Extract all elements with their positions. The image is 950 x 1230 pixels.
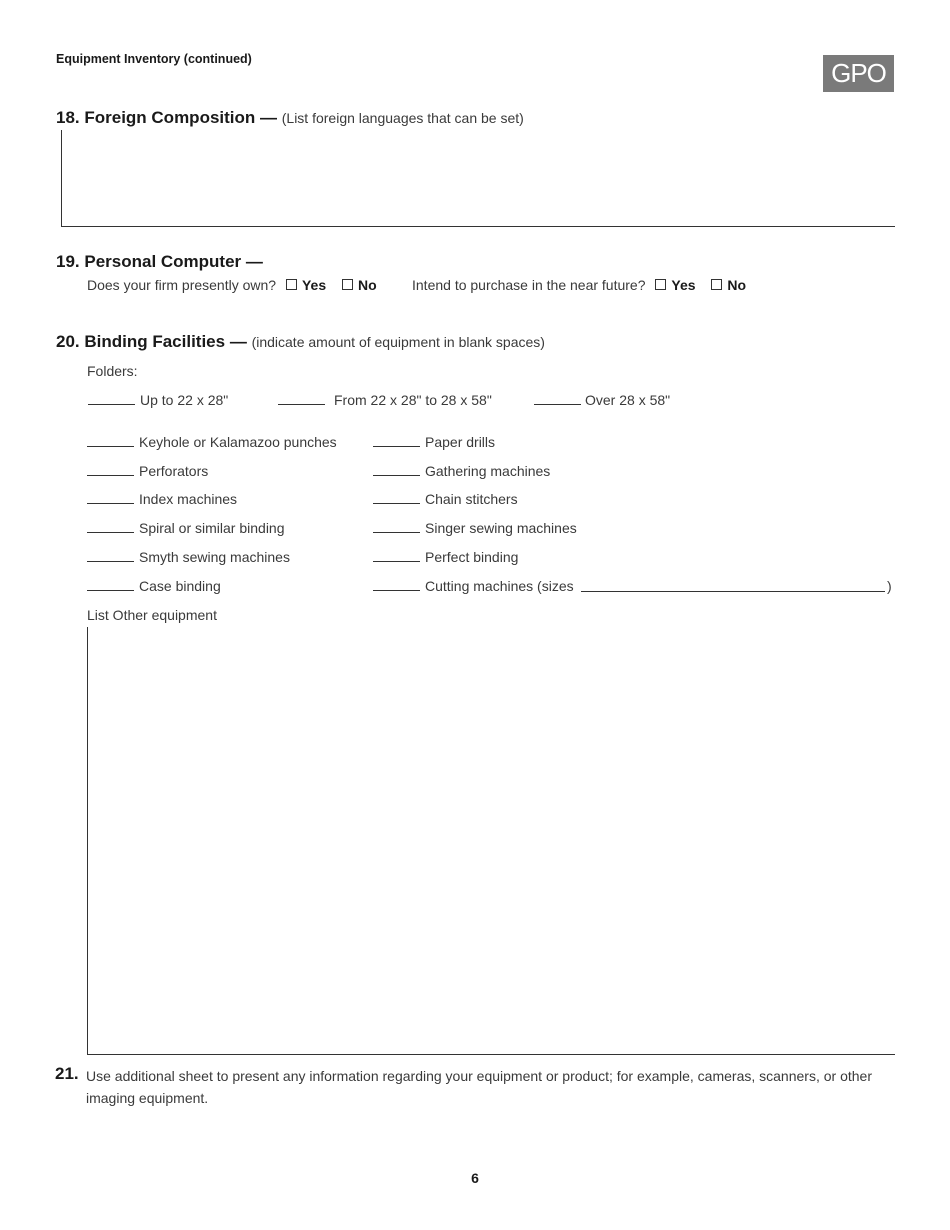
own-yes-option[interactable]	[286, 277, 326, 293]
binding-label: Case binding	[139, 578, 221, 594]
cutting-sizes-close: )	[887, 578, 892, 594]
purchase-yes-label: Yes	[671, 277, 696, 293]
amount-blank[interactable]	[87, 589, 134, 591]
amount-blank[interactable]	[373, 560, 420, 562]
own-yes-checkbox[interactable]	[286, 279, 297, 290]
binding-item-right	[373, 463, 550, 479]
page-number: 6	[471, 1170, 479, 1186]
folder-label: Over 28 x 58"	[585, 392, 671, 408]
section-18-title	[56, 108, 524, 128]
binding-item-left	[87, 463, 208, 479]
section-19-title: 19. Personal Computer —	[56, 252, 263, 271]
binding-label: Perfect binding	[425, 549, 519, 565]
purchase-no-checkbox[interactable]	[711, 279, 722, 290]
folder-label: From 22 x 28" to 28 x 58"	[334, 392, 492, 408]
section-21-number: 21.	[55, 1064, 79, 1083]
section-20-heading: 20. Binding Facilities —	[56, 332, 247, 351]
folder-label: Up to 22 x 28"	[140, 392, 229, 408]
binding-label: Singer sewing machines	[425, 520, 577, 536]
purchase-question-label: Intend to purchase in the near future?	[412, 277, 646, 293]
folders-label: Folders:	[87, 363, 138, 379]
amount-blank[interactable]	[87, 531, 134, 533]
folder-item	[278, 392, 492, 408]
amount-blank[interactable]	[373, 445, 420, 447]
amount-blank[interactable]	[87, 474, 134, 476]
own-question-label: Does your firm presently own?	[87, 277, 277, 293]
own-no-checkbox[interactable]	[342, 279, 353, 290]
amount-blank[interactable]	[373, 589, 420, 591]
binding-label: Perforators	[139, 463, 209, 479]
amount-blank[interactable]	[373, 474, 420, 476]
binding-item-right	[373, 578, 574, 594]
binding-item-left	[87, 434, 337, 450]
binding-label: Index machines	[139, 491, 238, 507]
amount-blank[interactable]	[278, 403, 325, 405]
section-18-note: (List foreign languages that can be set)	[281, 110, 524, 126]
binding-item-right	[373, 549, 518, 565]
purchase-no-label: No	[727, 277, 747, 293]
other-equipment-label: List Other equipment	[87, 607, 217, 623]
binding-label: Gathering machines	[425, 463, 551, 479]
purchase-computer-question	[412, 277, 746, 293]
folder-item	[88, 392, 228, 408]
binding-item-left	[87, 578, 221, 594]
binding-item-left	[87, 491, 237, 507]
foreign-languages-field[interactable]	[61, 130, 895, 227]
binding-label: Spiral or similar binding	[139, 520, 285, 536]
binding-item-right	[373, 520, 577, 536]
gpo-logo: GPO	[823, 55, 894, 92]
amount-blank[interactable]	[373, 502, 420, 504]
binding-label: Chain stitchers	[425, 491, 518, 507]
own-no-label: No	[358, 277, 377, 293]
amount-blank[interactable]	[534, 403, 581, 405]
own-yes-label: Yes	[301, 277, 327, 293]
page-header: Equipment Inventory (continued)	[56, 52, 252, 66]
binding-item-left	[87, 549, 290, 565]
binding-item-right	[373, 434, 495, 450]
own-computer-question	[87, 277, 377, 293]
section-21-text: Use additional sheet to present any information regarding your equipment or product; for example, cameras, scanners, or other imaging equipment.	[86, 1068, 872, 1106]
amount-blank[interactable]	[87, 560, 134, 562]
binding-label: Paper drills	[425, 434, 496, 450]
amount-blank[interactable]	[87, 502, 134, 504]
binding-label: Smyth sewing machines	[139, 549, 290, 565]
binding-label: Cutting machines (sizes	[425, 578, 574, 594]
amount-blank[interactable]	[87, 445, 134, 447]
section-18-heading: 18. Foreign Composition —	[56, 108, 278, 127]
binding-label: Keyhole or Kalamazoo punches	[139, 434, 337, 450]
purchase-yes-checkbox[interactable]	[655, 279, 666, 290]
own-no-option[interactable]	[342, 277, 377, 293]
section-20-title	[56, 332, 545, 352]
section-20-note: (indicate amount of equipment in blank spaces)	[251, 334, 545, 350]
purchase-yes-option[interactable]	[655, 277, 695, 293]
amount-blank[interactable]	[88, 403, 135, 405]
purchase-no-option[interactable]	[711, 277, 746, 293]
binding-item-left	[87, 520, 285, 536]
amount-blank[interactable]	[373, 531, 420, 533]
cutting-sizes-blank[interactable]	[581, 591, 885, 592]
other-equipment-field[interactable]	[87, 627, 895, 1055]
folder-item	[534, 392, 670, 408]
binding-item-right	[373, 491, 518, 507]
